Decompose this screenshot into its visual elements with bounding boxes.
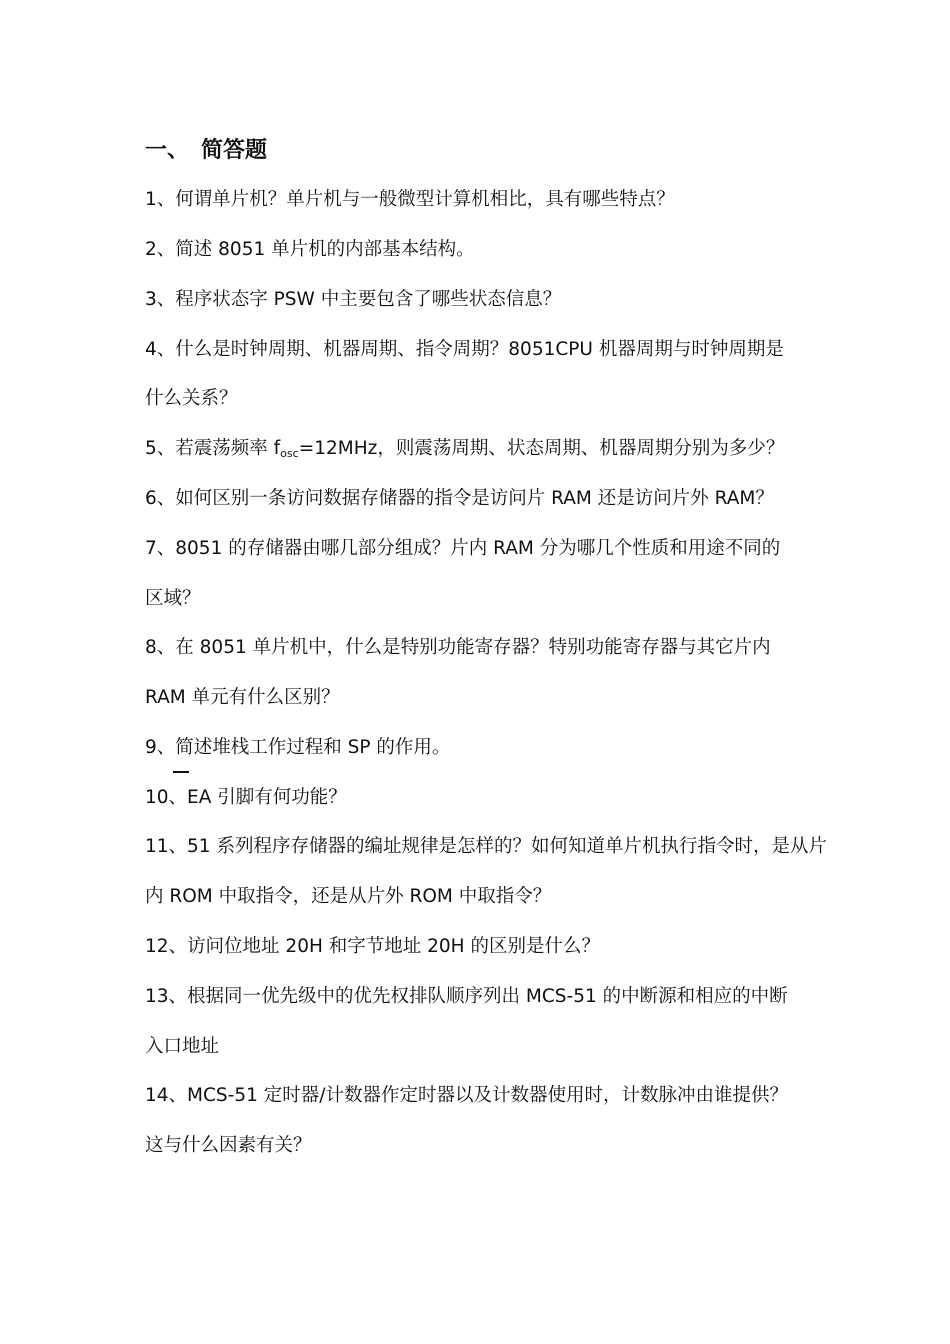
section-title: 简答题 — [201, 138, 268, 163]
ea-overline — [173, 771, 189, 773]
question-7-line-2: 区域？ — [145, 588, 201, 609]
question-14-line-1: 14、MCS-51 定时器/计数器作定时器以及计数器使用时，计数脉冲由谁提供？ — [145, 1085, 788, 1106]
question-10: 10、EA 引脚有何功能？ — [145, 787, 347, 808]
question-11-line-2: 内 ROM 中取指令，还是从片外 ROM 中取指令？ — [145, 886, 552, 907]
question-14-line-2: 这与什么因素有关？ — [145, 1135, 312, 1156]
question-7-line-1: 7、8051 的存储器由哪几部分组成？片内 RAM 分为哪几个性质和用途不同的 — [145, 538, 781, 559]
question-5-post: =12MHz，则震荡周期、状态周期、机器周期分别为多少？ — [298, 438, 785, 459]
question-13-line-1: 13、根据同一优先级中的优先权排队顺序列出 MCS-51 的中断源和相应的中断 — [145, 986, 788, 1007]
question-2: 2、简述 8051 单片机的内部基本结构。 — [145, 239, 475, 260]
question-5-subscript: osc — [280, 447, 299, 460]
section-number: 一、 — [145, 138, 190, 163]
question-6: 6、如何区别一条访问数据存储器的指令是访问片 RAM 还是访问片外 RAM？ — [145, 488, 774, 509]
question-3: 3、程序状态字 PSW 中主要包含了哪些状态信息？ — [145, 289, 562, 310]
question-4-line-1: 4、什么是时钟周期、机器周期、指令周期？8051CPU 机器周期与时钟周期是 — [145, 339, 784, 360]
question-4-line-2: 什么关系？ — [145, 388, 238, 409]
section-heading — [145, 136, 267, 166]
question-11-line-1: 11、51 系列程序存储器的编址规律是怎样的？如何知道单片机执行指令时，是从片 — [145, 836, 827, 857]
question-8-line-1: 8、在 8051 单片机中，什么是特别功能寄存器？特别功能寄存器与其它片内 — [145, 637, 771, 658]
question-1: 1、何谓单片机？单片机与一般微型计算机相比，具有哪些特点？ — [145, 189, 675, 210]
question-12: 12、访问位地址 20H 和字节地址 20H 的区别是什么？ — [145, 936, 600, 957]
question-5-pre: 5、若震荡频率 f — [145, 438, 281, 459]
question-8-line-2: RAM 单元有什么区别？ — [145, 687, 340, 708]
question-5 — [145, 435, 784, 468]
question-13-line-2: 入口地址 — [145, 1036, 220, 1057]
question-9: 9、简述堆栈工作过程和 SP 的作用。 — [145, 737, 451, 758]
